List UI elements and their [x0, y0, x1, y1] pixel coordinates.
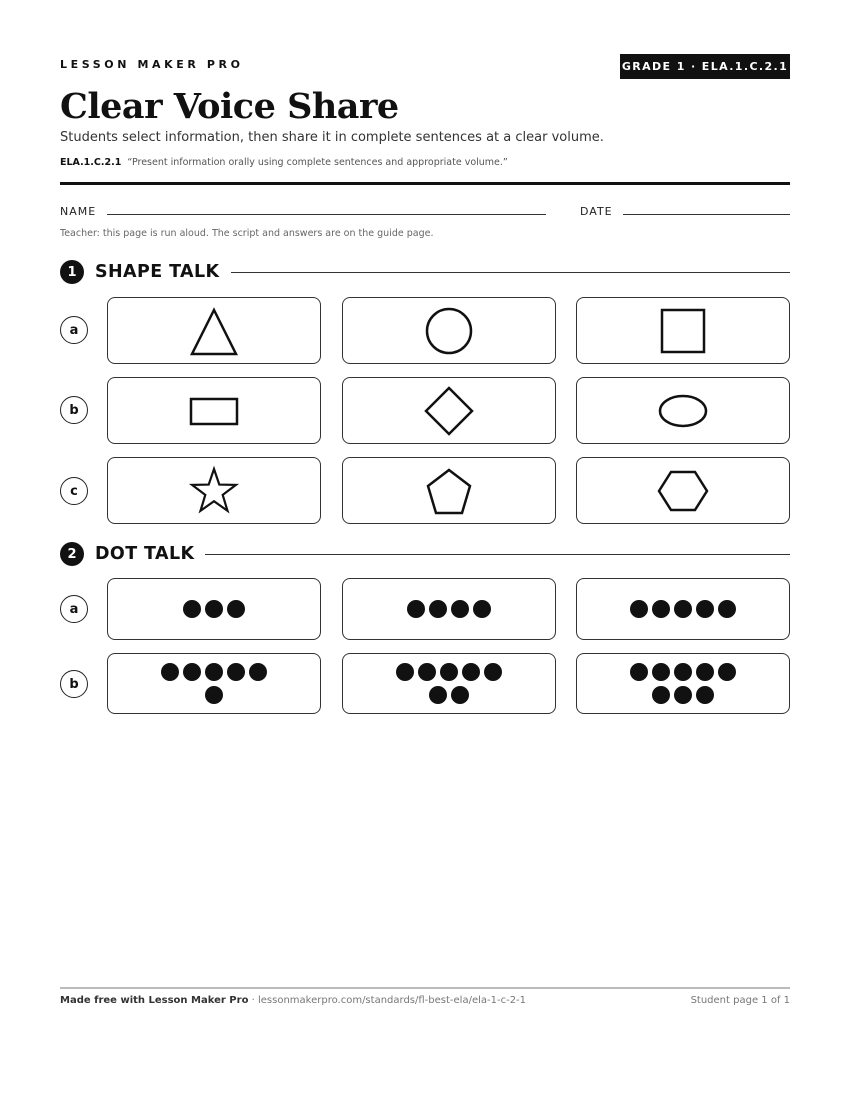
name-label: NAME [60, 205, 97, 218]
dot-row [652, 686, 714, 704]
dot [396, 663, 414, 681]
dot [652, 686, 670, 704]
diamond-icon [419, 381, 479, 441]
dot [696, 600, 714, 618]
square-icon [653, 301, 713, 361]
dot [183, 600, 201, 618]
shape-card-star[interactable] [107, 457, 321, 524]
rectangle-icon [184, 381, 244, 441]
dot-card[interactable] [342, 653, 556, 714]
row-label-a: a [60, 595, 88, 623]
oval-icon [653, 381, 713, 441]
date-field[interactable] [623, 214, 790, 215]
dot [696, 663, 714, 681]
standard-text: “Present information orally using complete sentences and appropriate volume.” [127, 157, 508, 168]
dot [696, 686, 714, 704]
shape-card-triangle[interactable] [107, 297, 321, 364]
dot-card[interactable] [107, 653, 321, 714]
dot-group [183, 600, 245, 618]
dot [205, 600, 223, 618]
footer-url[interactable]: · lessonmakerpro.com/standards/fl-best-ela/ela-1-c-2-1 [248, 995, 527, 1006]
row-label-b: b [60, 670, 88, 698]
row-label-a: a [60, 316, 88, 344]
dot-group [630, 663, 736, 704]
dot-row [630, 663, 736, 681]
shape-card-diamond[interactable] [342, 377, 556, 444]
section-number: 2 [60, 542, 84, 566]
row-label-c: c [60, 477, 88, 505]
hexagon-icon [653, 461, 713, 521]
dot [407, 600, 425, 618]
dot [161, 663, 179, 681]
footer-made-with: Made free with Lesson Maker Pro [60, 995, 249, 1006]
section-rule [231, 272, 790, 273]
dot [674, 600, 692, 618]
shape-card-rectangle[interactable] [107, 377, 321, 444]
dot-row [183, 600, 245, 618]
dot-group [396, 663, 502, 704]
dot [674, 686, 692, 704]
dot [205, 686, 223, 704]
standard-code: ELA.1.C.2.1 [60, 157, 122, 168]
dot-row [161, 663, 267, 681]
name-field[interactable] [107, 214, 546, 215]
standard-description [60, 157, 508, 168]
dot [249, 663, 267, 681]
dot [227, 663, 245, 681]
row-label-b: b [60, 396, 88, 424]
shape-card-pentagon[interactable] [342, 457, 556, 524]
section-number: 1 [60, 260, 84, 284]
worksheet-title: Clear Voice Share [60, 86, 399, 127]
section-title: DOT TALK [95, 544, 195, 564]
dot [462, 663, 480, 681]
triangle-icon [184, 301, 244, 361]
dot-card[interactable] [576, 653, 790, 714]
dot [451, 600, 469, 618]
dot [183, 663, 201, 681]
dot-row [396, 663, 502, 681]
section-shape-talk [60, 260, 790, 284]
footer-credit [60, 995, 526, 1006]
dot [451, 686, 469, 704]
footer-page-number: Student page 1 of 1 [690, 995, 790, 1006]
dot [429, 600, 447, 618]
circle-icon [419, 301, 479, 361]
teacher-note: Teacher: this page is run aloud. The script and answers are on the guide page. [60, 228, 434, 239]
grade-standard-badge: GRADE 1 · ELA.1.C.2.1 [620, 54, 790, 79]
shape-card-oval[interactable] [576, 377, 790, 444]
dot [227, 600, 245, 618]
dot-group [161, 663, 267, 704]
date-label: DATE [580, 205, 613, 218]
brand-name: LESSON MAKER PRO [60, 58, 244, 71]
dot [484, 663, 502, 681]
section-title: SHAPE TALK [95, 262, 220, 282]
dot [429, 686, 447, 704]
dot [718, 663, 736, 681]
dot [674, 663, 692, 681]
star-icon [184, 461, 244, 521]
dot-card[interactable] [576, 578, 790, 640]
dot-group [407, 600, 491, 618]
dot [652, 663, 670, 681]
dot-card[interactable] [107, 578, 321, 640]
dot [418, 663, 436, 681]
dot [630, 600, 648, 618]
shape-card-hexagon[interactable] [576, 457, 790, 524]
section-dot-talk [60, 542, 790, 566]
dot [652, 600, 670, 618]
dot-row [429, 686, 469, 704]
dot-row [407, 600, 491, 618]
dot [630, 663, 648, 681]
worksheet-subtitle: Students select information, then share it in complete sentences at a clear volume. [60, 130, 604, 145]
pentagon-icon [419, 461, 479, 521]
dot-row [205, 686, 223, 704]
dot [718, 600, 736, 618]
dot [205, 663, 223, 681]
dot-group [630, 600, 736, 618]
dot [473, 600, 491, 618]
shape-card-circle[interactable] [342, 297, 556, 364]
dot [440, 663, 458, 681]
section-rule [205, 554, 790, 555]
dot-row [630, 600, 736, 618]
footer-divider [60, 987, 790, 989]
dot-card[interactable] [342, 578, 556, 640]
header-divider [60, 182, 790, 185]
shape-card-square[interactable] [576, 297, 790, 364]
